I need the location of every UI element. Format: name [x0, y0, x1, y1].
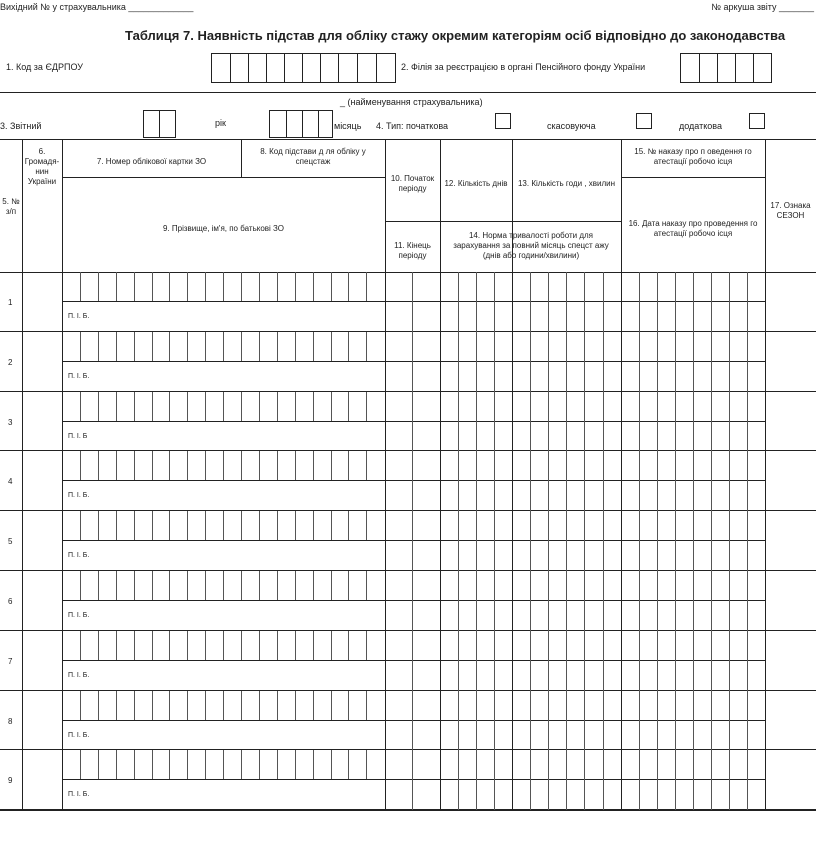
- edrpou-input[interactable]: [211, 53, 396, 83]
- card-number-input[interactable]: [62, 571, 385, 600]
- col-fullname-header: 9. Прізвище, ім'я, по батькові ЗО: [163, 224, 284, 233]
- card-number-input[interactable]: [62, 451, 385, 480]
- row-number: 7: [8, 656, 13, 666]
- col-days-header: 12. Кількість днів: [444, 179, 508, 188]
- insurer-name-label: _ (найменування страхувальника): [340, 97, 483, 107]
- initial-checkbox[interactable]: [495, 113, 511, 129]
- branch-label: 2. Філія за реєстрацією в органі Пенсійного фонду України: [401, 62, 646, 72]
- season-cell[interactable]: [766, 332, 815, 391]
- season-cell[interactable]: [766, 272, 815, 331]
- col-citizen-header: 6. Громадя-нин України: [24, 147, 60, 186]
- citizen-cell[interactable]: [23, 392, 62, 451]
- table-row: [0, 511, 816, 571]
- col-season-header: 17. Ознака СЕЗОН: [770, 201, 811, 220]
- fullname-label: П. І. Б.: [68, 731, 90, 739]
- season-cell[interactable]: [766, 691, 815, 750]
- card-number-input[interactable]: [62, 691, 385, 720]
- citizen-cell[interactable]: [23, 631, 62, 690]
- fullname-input[interactable]: [62, 362, 385, 390]
- card-number-input[interactable]: [62, 750, 385, 779]
- table-row: [0, 272, 816, 332]
- additional-checkbox[interactable]: [749, 113, 765, 129]
- row-number: 4: [8, 477, 13, 487]
- col-period-end-header: 11. Кінець періоду: [394, 241, 431, 260]
- fullname-input[interactable]: [62, 721, 385, 749]
- sheet-number-label: № аркуша звіту _______: [711, 2, 814, 12]
- branch-code-input[interactable]: [680, 53, 772, 83]
- card-number-input[interactable]: [62, 511, 385, 540]
- table-row: [0, 392, 816, 452]
- fullname-label: П. І. Б.: [68, 372, 90, 380]
- row-number: 8: [8, 716, 13, 726]
- fullname-label: П. І. Б.: [68, 612, 90, 619]
- card-number-input[interactable]: [62, 631, 385, 660]
- fullname-label: П. І. Б.: [68, 671, 90, 679]
- col-hours-header: 13. Кількість годи , хвилин: [517, 179, 616, 188]
- fullname-label: П. І. Б.: [68, 791, 90, 799]
- fullname-input[interactable]: [62, 422, 385, 450]
- col-card-number-header: 7. Номер облікової картки ЗО: [96, 157, 207, 166]
- year-input[interactable]: [143, 110, 176, 138]
- fullname-label: П. І. Б.: [68, 492, 90, 500]
- page-title: Таблиця 7. Наявність підстав для обліку стажу окремим категоріям осіб відповідно до законодавства: [125, 28, 786, 43]
- fullname-input[interactable]: [62, 481, 385, 509]
- row-number: 6: [8, 597, 13, 606]
- month-input[interactable]: [269, 110, 333, 138]
- outgoing-number-label: Вихідний № у страхувальника _____________: [0, 2, 194, 12]
- cancel-checkbox[interactable]: [636, 113, 652, 129]
- col-order-number-header: 15. № наказу про п оведення го атестації робочо ісця: [634, 147, 752, 166]
- citizen-cell[interactable]: [23, 451, 62, 510]
- fullname-label: П. І. Б.: [68, 313, 90, 320]
- citizen-cell[interactable]: [23, 332, 62, 391]
- table-row: [0, 631, 816, 691]
- row-number: 2: [8, 357, 13, 367]
- fullname-label: П. І. Б: [68, 432, 88, 440]
- month-label: місяць: [334, 121, 362, 131]
- col-number-header: 5. № з/п: [2, 197, 20, 216]
- row-number: 3: [8, 417, 13, 427]
- fullname-input[interactable]: [62, 780, 385, 808]
- col-basis-code-header: 8. Код підстави д ля обліку у спецстаж: [260, 147, 366, 166]
- card-number-input[interactable]: [62, 272, 385, 301]
- fullname-input[interactable]: [62, 601, 385, 629]
- citizen-cell[interactable]: [23, 571, 62, 630]
- type-label: 4. Тип: початкова: [376, 121, 449, 131]
- additional-label: додаткова: [679, 121, 722, 131]
- year-label: рік: [215, 118, 226, 128]
- fullname-input[interactable]: [62, 661, 385, 689]
- citizen-cell[interactable]: [23, 750, 62, 809]
- cancel-label: скасовуюча: [547, 121, 596, 131]
- fullname-input[interactable]: [62, 302, 385, 330]
- main-table: [0, 139, 816, 811]
- row-number: 9: [8, 776, 13, 786]
- season-cell[interactable]: [766, 571, 815, 630]
- table-row: [0, 691, 816, 751]
- citizen-cell[interactable]: [23, 691, 62, 750]
- table-row: [0, 451, 816, 511]
- fullname-input[interactable]: [62, 541, 385, 569]
- table-row: [0, 332, 816, 392]
- col-order-date-header: 16. Дата наказу про проведення го атестації робочо ісця: [628, 219, 758, 238]
- citizen-cell[interactable]: [23, 511, 62, 570]
- fullname-label: П. І. Б.: [68, 552, 90, 560]
- table-row: [0, 750, 816, 810]
- col-norm-header: 14. Норма тривалості роботи для зарахування за повний місяць спецст ажу (днів або години/хвилини): [453, 231, 609, 260]
- edrpou-label: 1. Код за ЄДРПОУ: [6, 62, 83, 72]
- card-number-input[interactable]: [62, 392, 385, 421]
- season-cell[interactable]: [766, 750, 815, 809]
- row-number: 5: [8, 537, 13, 547]
- season-cell[interactable]: [766, 451, 815, 510]
- reporting-label: 3. Звітний: [0, 121, 42, 131]
- row-number: 1: [8, 298, 13, 307]
- season-cell[interactable]: [766, 392, 815, 451]
- season-cell[interactable]: [766, 631, 815, 690]
- citizen-cell[interactable]: [23, 272, 62, 331]
- col-period-start-header: 10. Початок періоду: [390, 174, 435, 193]
- season-cell[interactable]: [766, 511, 815, 570]
- card-number-input[interactable]: [62, 332, 385, 361]
- table-body: [0, 272, 816, 810]
- table-row: [0, 571, 816, 631]
